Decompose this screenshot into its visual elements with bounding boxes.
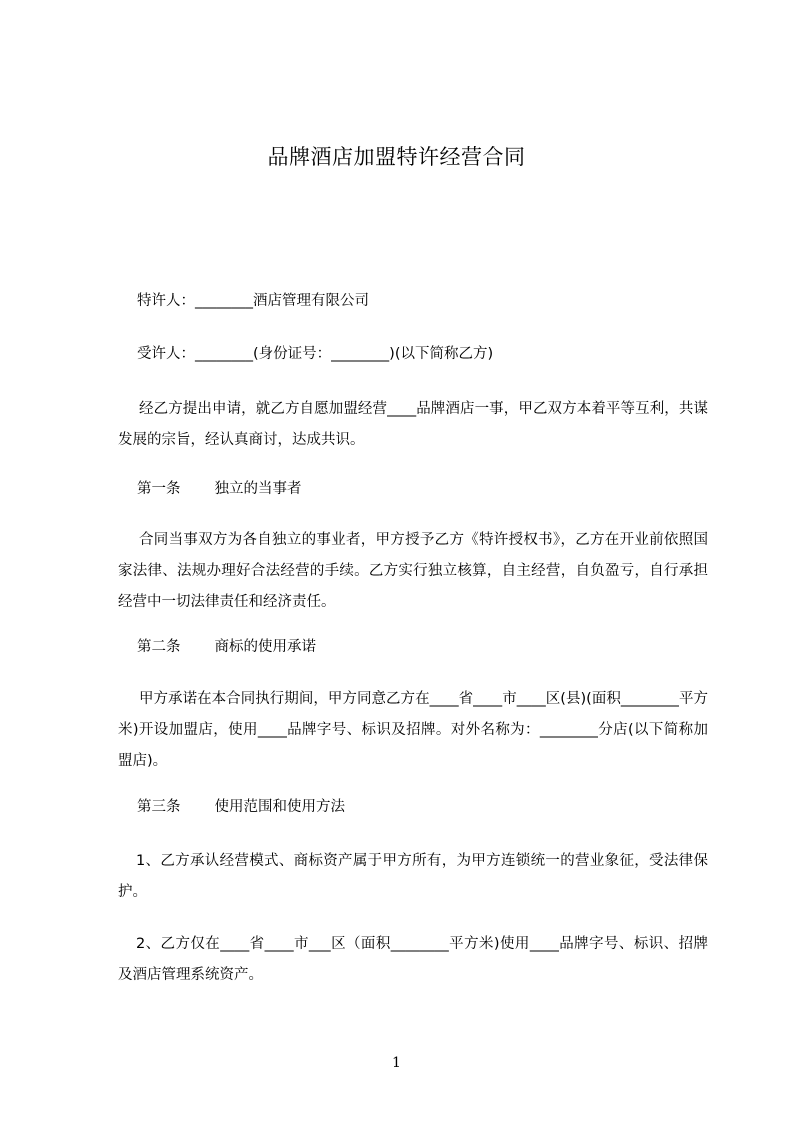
- article-number: 第二条: [137, 639, 181, 655]
- article-3-heading: [137, 797, 345, 817]
- article-name: 使用范围和使用方法: [214, 799, 345, 815]
- intro-paragraph: 经乙方提出申请，就乙方自愿加盟经营____品牌酒店一事，甲乙双方本着平等互利，共谋发展的宗旨，经认真商讨，达成共识。: [118, 401, 708, 448]
- article-name: 商标的使用承诺: [214, 639, 316, 655]
- article-name: 独立的当事者: [214, 481, 302, 497]
- article-3-item-1: 1、乙方承认经营模式、商标资产属于甲方所有，为甲方连锁统一的营业象征，受法律保护。: [118, 853, 708, 900]
- article-number: 第一条: [137, 481, 181, 497]
- article-3-item-2: 2、乙方仅在____省____市___区（面积________平方米)使用____品牌字号、标识、招牌及酒店管理系统资产。: [118, 936, 708, 983]
- article-1-heading: [137, 479, 302, 499]
- franchisor-line: 特许人：________酒店管理有限公司: [137, 293, 369, 309]
- article-2-body: 甲方承诺在本合同执行期间，甲方同意乙方在____省____市____区(县)(面积________平方米)开设加盟店，使用____品牌字号、标识及招牌。对外名称为：________分店(以下简称加盟店)。: [118, 691, 708, 769]
- article-number: 第三条: [137, 799, 181, 815]
- franchisee-line: 受许人：________(身份证号：________)(以下简称乙方): [137, 346, 494, 362]
- article-1-body: 合同当事双方为各自独立的事业者，甲方授予乙方《特许授权书》，乙方在开业前依照国家法律、法规办理好合法经营的手续。乙方实行独立核算，自主经营，自负盈亏，自行承担经营中一切法律责任和经济责任。: [118, 532, 708, 610]
- page-number: 1: [392, 1055, 401, 1071]
- document-title: 品牌酒店加盟特许经营合同: [267, 145, 526, 169]
- article-2-heading: [137, 637, 316, 657]
